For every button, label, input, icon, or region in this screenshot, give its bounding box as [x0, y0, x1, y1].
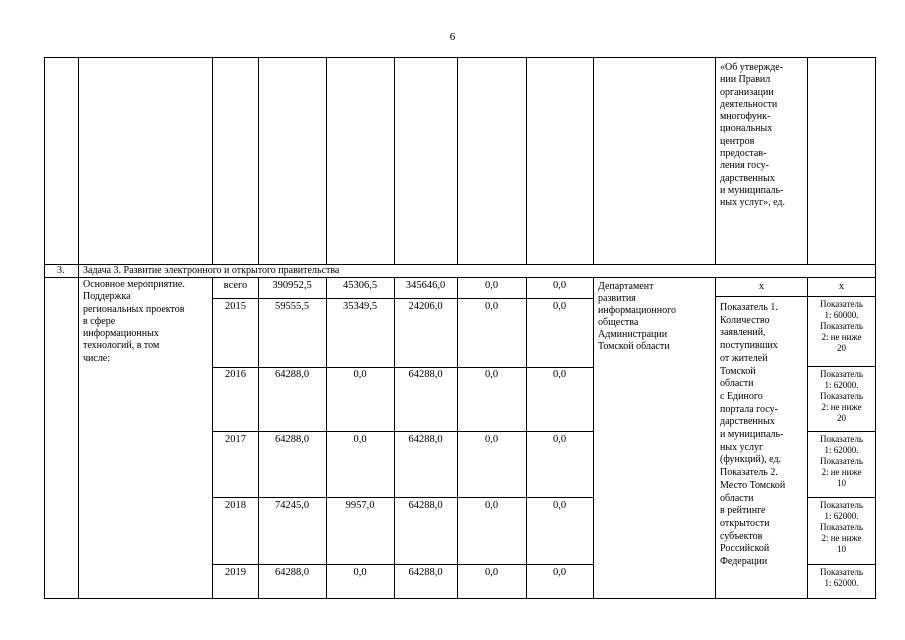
responsible-department: Департамент развития информационного общества Администрации Томской области	[598, 281, 676, 352]
legal-act-cell: «Об утвержде- нии Правил организации деятельности многофунк- циональных центров предостав- ления госу- дарственных и муниципаль- ных услуг», ед.	[720, 62, 785, 209]
regional-cell: 64288,0	[408, 434, 443, 445]
total-cell: 64288,0	[274, 434, 310, 445]
table-line	[715, 296, 876, 297]
task-title: Задача 3. Развитие электронного и открытого правительства	[83, 265, 340, 276]
table-line	[807, 57, 808, 264]
measure-name: Основное мероприятие. Поддержка региональных проектов в сфере информационных технологий, в том числе:	[83, 279, 185, 364]
year-cell: 2016	[225, 369, 246, 380]
table-line	[78, 264, 79, 277]
table-line	[457, 57, 458, 264]
indicator-description: Показатель 1. Количество заявлений, поступивших от жителей Томской области с Единого портала госу- дарственных и муниципаль- ных услуг (функций), ед. Показатель 2. Место Томской области в рейтинге открытости субъектов Российской Федерации	[720, 302, 786, 568]
regional-cell: 345646,0	[405, 280, 446, 291]
table-line	[807, 431, 876, 432]
local-cell: 0,0	[484, 567, 499, 578]
total-cell: 74245,0	[274, 500, 310, 511]
local-cell: 0,0	[484, 434, 499, 445]
table-line	[212, 367, 593, 368]
table-line	[715, 57, 716, 264]
federal-cell: 35349,5	[342, 301, 378, 312]
indicator-value-cell: Показатель 1: 62000. Показатель 2: не ниже 10	[819, 500, 864, 554]
table-line	[212, 564, 593, 565]
table-line	[593, 277, 594, 598]
table-line	[807, 366, 876, 367]
other-cell: 0,0	[552, 500, 567, 511]
total-cell: 59555,5	[274, 301, 310, 312]
table-line	[212, 57, 213, 264]
regional-cell: 64288,0	[408, 567, 443, 578]
table-line	[212, 431, 593, 432]
year-cell: 2017	[225, 434, 246, 445]
table-line	[394, 57, 395, 264]
other-cell: 0,0	[552, 567, 567, 578]
table-line	[715, 277, 716, 598]
other-cell: 0,0	[552, 369, 567, 380]
total-cell: 64288,0	[274, 567, 310, 578]
federal-cell: 45306,5	[342, 280, 378, 291]
table-line	[258, 57, 259, 264]
indicator-name-cell: х	[758, 281, 765, 292]
total-cell: 64288,0	[274, 369, 310, 380]
indicator-value-cell: х	[838, 281, 845, 292]
table-line	[44, 57, 45, 598]
table-line	[78, 57, 79, 264]
task-number: 3.	[57, 265, 65, 276]
table-line	[44, 598, 876, 599]
federal-cell: 0,0	[353, 567, 367, 578]
table-line	[212, 497, 593, 498]
table-line	[44, 57, 876, 58]
local-cell: 0,0	[484, 369, 499, 380]
other-cell: 0,0	[552, 280, 567, 291]
other-cell: 0,0	[552, 301, 567, 312]
regional-cell: 64288,0	[408, 369, 443, 380]
regional-cell: 24206,0	[408, 301, 443, 312]
year-cell: 2015	[225, 301, 246, 312]
table-line	[326, 57, 327, 264]
indicator-value-cell: Показатель 1: 62000. Показатель 2: не ниже 20	[819, 369, 864, 423]
table-line	[526, 57, 527, 264]
year-cell: всего	[223, 280, 248, 291]
federal-cell: 9957,0	[345, 500, 375, 511]
indicator-value-cell: Показатель 1: 62000. Показатель 2: не ниже 10	[819, 434, 864, 488]
indicator-value-cell: Показатель 1: 60000. Показатель 2: не ниже 20	[819, 299, 864, 353]
other-cell: 0,0	[552, 434, 567, 445]
table-line	[875, 57, 876, 598]
total-cell: 390952,5	[272, 280, 312, 291]
year-cell: 2019	[225, 567, 246, 578]
table-line	[807, 564, 876, 565]
table-line	[807, 497, 876, 498]
federal-cell: 0,0	[353, 369, 367, 380]
page-number: 6	[449, 31, 456, 43]
local-cell: 0,0	[484, 280, 499, 291]
table-line	[78, 277, 79, 598]
local-cell: 0,0	[484, 500, 499, 511]
local-cell: 0,0	[484, 301, 499, 312]
indicator-value-cell: Показатель 1: 62000.	[819, 567, 864, 588]
table-line	[212, 298, 593, 299]
table-line	[593, 57, 594, 264]
year-cell: 2018	[225, 500, 246, 511]
federal-cell: 0,0	[353, 434, 367, 445]
regional-cell: 64288,0	[408, 500, 443, 511]
